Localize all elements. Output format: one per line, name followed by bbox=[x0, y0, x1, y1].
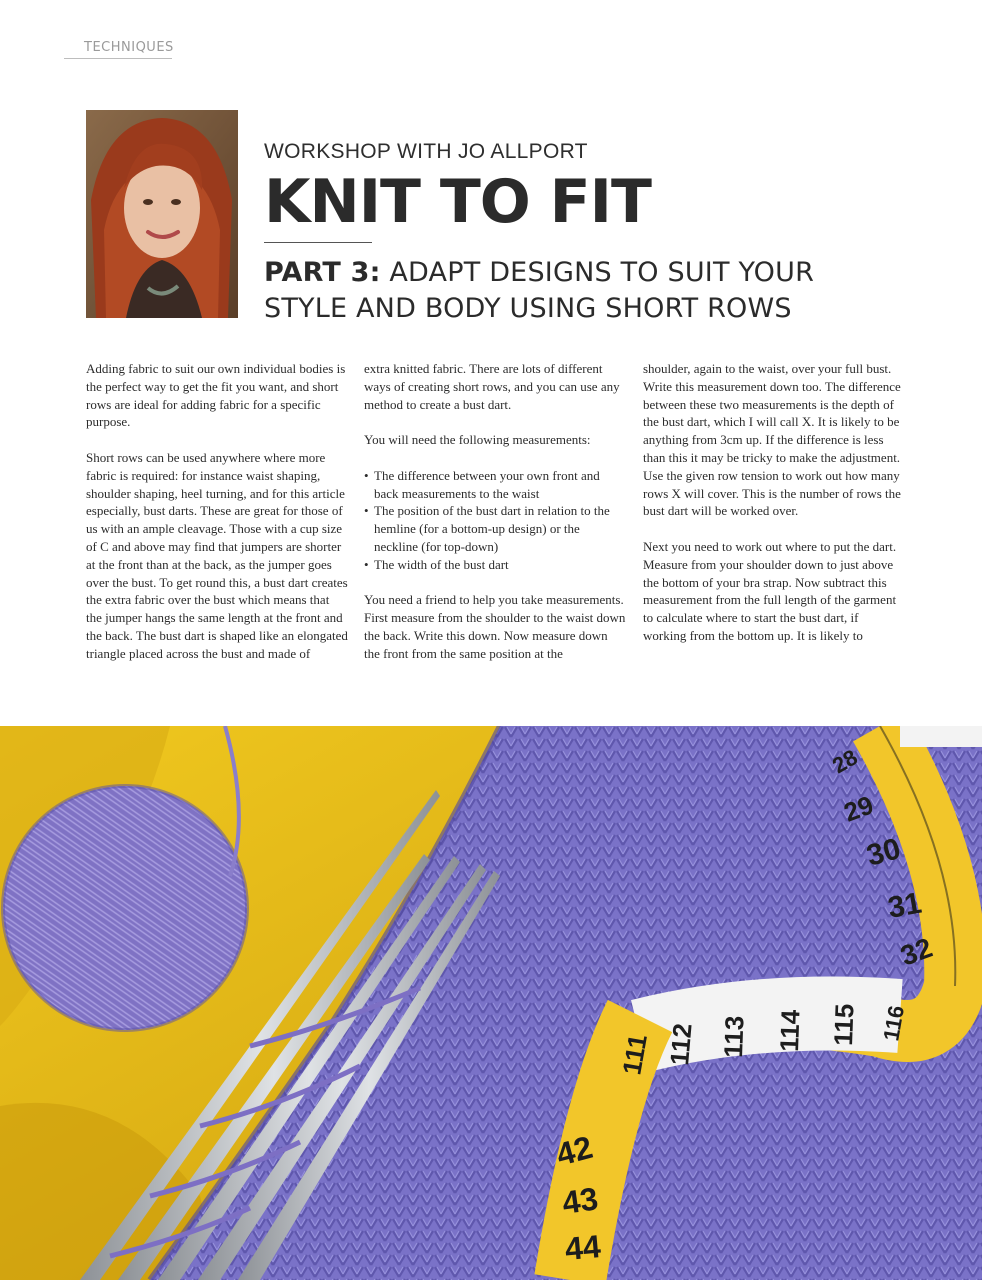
tape-number: 116 bbox=[878, 1003, 910, 1043]
tape-number: 111 bbox=[616, 1031, 653, 1078]
paragraph: You will need the following measurements: bbox=[364, 432, 591, 448]
tape-number: 31 bbox=[885, 886, 925, 925]
paragraph: You need a friend to help you take measurements. First measure from the shoulder to the waist down the back. Write this down. Now measure down the front from the same position at the bbox=[364, 592, 626, 661]
subtitle-line-1: ADAPT DESIGNS TO SUIT YOUR bbox=[380, 257, 815, 288]
section-tag: TECHNIQUES bbox=[64, 40, 172, 59]
tape-number: 28 bbox=[828, 744, 862, 779]
body-column-2 bbox=[364, 360, 626, 663]
list-item: • The position of the bust dart in relation to the hemline (for a bottom-up design) or the neckline (for top-down) bbox=[364, 502, 626, 555]
author-portrait bbox=[86, 110, 238, 318]
article-title: KNIT TO FIT bbox=[264, 167, 651, 237]
subtitle-line-2: STYLE AND BODY USING SHORT ROWS bbox=[264, 293, 792, 324]
tape-number: 42 bbox=[552, 1128, 597, 1173]
paragraph: extra knitted fabric. There are lots of different ways of creating short rows, and you can use any method to create a bust dart. bbox=[364, 361, 620, 412]
list-item: • The width of the bust dart bbox=[364, 556, 626, 574]
tape-number: 113 bbox=[718, 1015, 750, 1059]
workshop-kicker: WORKSHOP WITH JO ALLPORT bbox=[264, 140, 588, 163]
paragraph: shoulder, again to the waist, over your full bust. Write this measurement down too. The difference between these two measurements is the depth of the bust dart, which I will call X. It is likely to be anything from 3cm up. If the difference is less than this it may be tricky to make the adjustment. Use the given row tension to work out how many rows X will cover. This is the number of rows the bust dart will be worked over. bbox=[643, 361, 901, 519]
article-subtitle bbox=[264, 255, 924, 327]
measurement-list bbox=[364, 467, 626, 574]
body-column-3 bbox=[643, 360, 905, 645]
tape-number: 44 bbox=[563, 1228, 603, 1267]
subtitle-part-label: PART 3: bbox=[264, 257, 381, 288]
tape-number: 112 bbox=[664, 1022, 698, 1067]
paragraph: Adding fabric to suit our own individual bodies is the perfect way to get the fit you want, and short rows are ideal for adding fabric for a specific purpose. bbox=[86, 361, 346, 430]
paragraph: Next you need to work out where to put the dart. Measure from your shoulder down to just above the bottom of your bra strap. Now subtract this measurement from the full length of the garment to calculate where to start the bust dart, if working from the bottom up. It is likely to bbox=[643, 538, 897, 643]
paragraph: Short rows can be used anywhere where more fabric is required: for instance waist shaping, shoulder shaping, heel turning, and for this article especially, bust darts. These are great for those of us with an ample cleavage. Those with a cup size of C and above may find that jumpers are shorter at the front than at the back, as the jumper goes over the bust. To get round this, a bust dart creates the extra fabric over the bust which means that the jumper hangs the same length at the front and the back. The bust dart is shaped like an elongated triangle placed across the bust and made of bbox=[86, 449, 348, 661]
list-item: • The difference between your own front and back measurements to the waist bbox=[364, 467, 626, 503]
body-column-1 bbox=[86, 360, 348, 663]
tape-number: 43 bbox=[559, 1180, 601, 1221]
knitting-photo bbox=[0, 726, 982, 1280]
tape-number: 32 bbox=[896, 931, 937, 972]
article-body bbox=[86, 360, 916, 700]
tape-number: 114 bbox=[774, 1009, 806, 1053]
tape-number: 29 bbox=[839, 789, 878, 828]
title-divider bbox=[264, 242, 372, 243]
article-header bbox=[264, 140, 924, 327]
tape-number: 30 bbox=[863, 832, 905, 873]
tape-number: 115 bbox=[828, 1003, 860, 1047]
